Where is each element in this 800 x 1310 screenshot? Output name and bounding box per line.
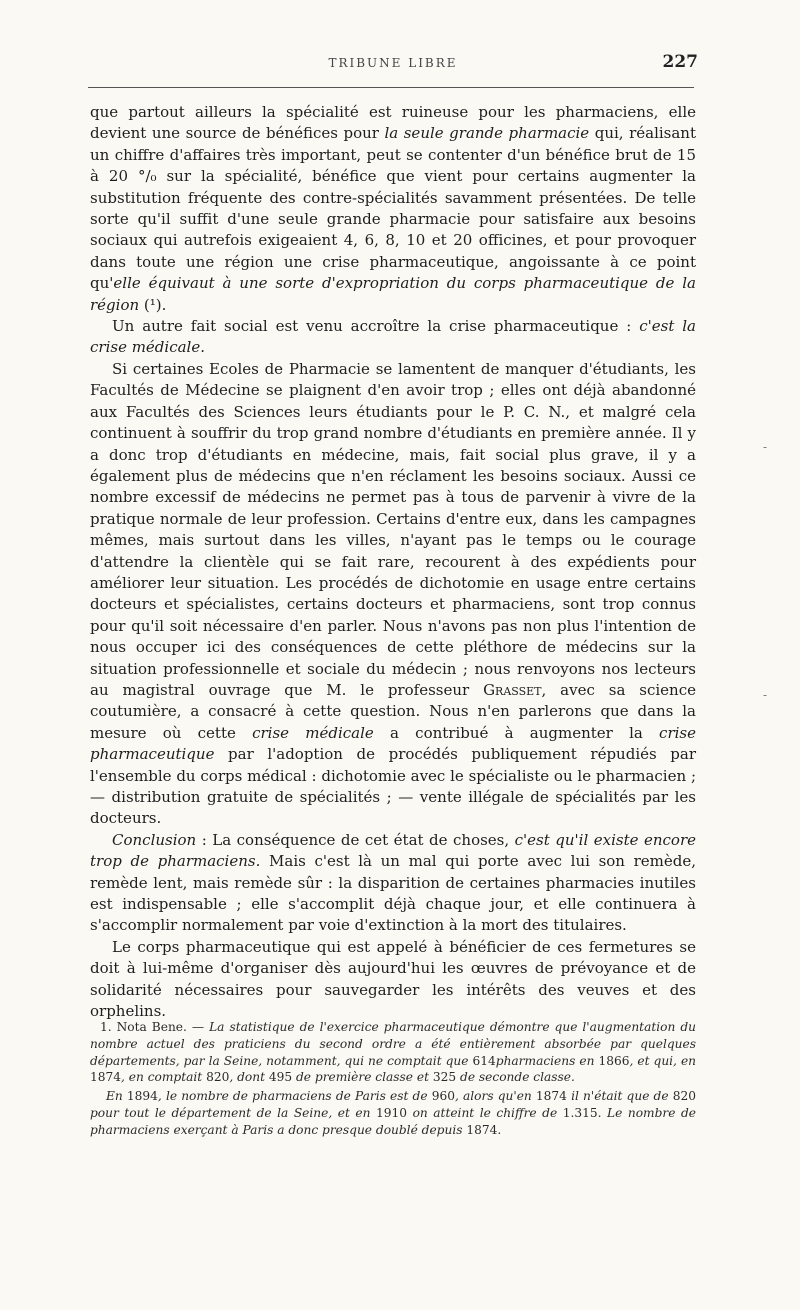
text-run: Si certaines Ecoles de Pharmacie se lamentent de manquer d'étudiants, les Facultés de Médecine se plaignent d'en avoir trop ; elles ont déjà abandonné aux Facultés des Sciences leurs étudiants pour le P. C. N., et malgré cela continuent à souffrir du trop grand nombre d'étudiants en première année. Il y a donc trop d'étudiants en médecine, mais, fait social plus grave, il y a également plus de médecins que n'en réclament les besoins sociaux. Aussi ce nombre excessif de médecins ne permet pas à tous de parvenir à vivre de la pratique normale de leur profession. Certains d'entre eux, dans les campagnes mêmes, mais surtout dans les villes, n'ayant pas le temps ou le courage d'attendre la clientèle qui se fait rare, recourent à des expédients pour améliorer leur situation. Les procédés de dichotomie en usage entre certains docteurs et spécialistes, certains docteurs et pharmaciens, sont trop connus pour qu'il soit nécessaire d'en parler. Nous n'avons pas non plus l'intention de nous occuper ici des conséquences de cette pléthore de médecins sur la situation professionnelle et sociale du médecin ; nous renvoyons nos lecteurs au magistral ouvrage que M. le professeur <box>90 359 696 699</box>
plain-run: 820 <box>206 1070 230 1085</box>
italic-run: . <box>497 1122 502 1137</box>
plain-run: 1. Nota Bene. — <box>100 1020 210 1034</box>
paragraph <box>90 102 696 316</box>
footnotes <box>90 1019 696 1141</box>
text-run: par l'adoption de procédés publiquement répudiés par l'ensemble du corps médical : dichotomie avec le spécialiste ou le pharmacien ; — distribution gratuite de spécialités ; — vente illégale de spécialités par les docteurs. <box>90 745 696 828</box>
plain-run: 1874 <box>90 1070 122 1085</box>
italic-run: Conclusion <box>112 830 197 849</box>
italic-run: de première classe et <box>292 1070 433 1085</box>
text-run: qui, réalisant un chiffre d'affaires très important, peut se contenter d'un bénéfice brut de 15 à 20 °/₀ sur la spécialité, bénéfice que vient pour certains augmenter la substitution fréquente des contre-spécialités savamment présentées. De telle sorte qu'il suffit d'une seule grande pharmacie pour satisfaire aux besoins sociaux qui autrefois exigeaient 4, 6, 8, 10 et 20 officines, et pour provoquer dans toute une région une crise pharmaceutique, angoissante à ce point qu' <box>90 124 696 293</box>
text-run: que partout ailleurs la spécialité est ruineuse pour les pharmaciens, elle devient une source de bénéfices pour <box>90 103 696 143</box>
plain-run: 1866 <box>598 1053 630 1068</box>
paragraph <box>90 937 696 1023</box>
running-title: TRIBUNE LIBRE <box>328 56 458 70</box>
italic-run: , et qui, en <box>629 1053 697 1068</box>
italic-run: pour tout le département de la Seine, et en <box>90 1105 376 1120</box>
plain-run: 960 <box>431 1089 455 1104</box>
page-header <box>88 52 698 82</box>
italic-run: de seconde classe. <box>456 1070 575 1085</box>
italic-run: elle équivaut à une sorte d'expropriation du corps pharmaceutique de la région <box>90 274 696 314</box>
italic-run: En <box>106 1089 127 1104</box>
plain-run: 1.315 <box>562 1105 598 1120</box>
paragraph <box>90 316 696 359</box>
margin-mark: - <box>763 440 768 454</box>
paragraph <box>90 359 696 830</box>
italic-run: pharmaciens en <box>495 1053 599 1068</box>
italic-run: la seule grande pharmacie <box>384 124 590 143</box>
plain-run: 820 <box>672 1089 696 1104</box>
text-run: : La conséquence de cet état de choses, <box>196 830 515 849</box>
plain-run: 1910 <box>376 1105 408 1120</box>
italic-run: c'est qu'il existe encore trop de pharmaciens. <box>90 830 697 871</box>
italic-run: . Le nombre de pharmaciens exerçant à Paris a donc presque doublé depuis <box>90 1105 696 1137</box>
body-text <box>90 102 696 1022</box>
plain-run: 614 <box>472 1053 496 1068</box>
plain-run: 1874 <box>535 1089 567 1104</box>
text-run: Un autre fait social est venu accroître la crise pharmaceutique : <box>112 317 640 336</box>
text-run: Mais c'est là un mal qui porte avec lui son remède, remède lent, mais remède sûr : la disparition de certaines pharmacies inutiles est indispensable ; elle s'accomplit déjà chaque jour, et elle continuera à s'accomplir normalement par voie d'extinction à la mort des titulaires. <box>90 852 697 935</box>
plain-run: 325 <box>432 1070 457 1085</box>
plain-run: 1894 <box>126 1089 158 1104</box>
footnote <box>90 1088 696 1138</box>
page-number: 227 <box>662 52 698 72</box>
italic-run: , alors qu'en <box>454 1089 536 1104</box>
italic-run: c'est la crise médicale. <box>90 317 696 357</box>
italic-run: crise pharmaceutique <box>90 723 696 764</box>
italic-run: on atteint le chiffre de <box>407 1105 563 1120</box>
italic-run: crise médicale <box>252 723 374 742</box>
text-run: a contribué à augmenter la <box>373 723 660 742</box>
text-run: , avec sa science coutumière, a consacré à cette question. Nous n'en parlerons que dans la mesure où cette <box>90 680 696 742</box>
text-run: Le corps pharmaceutique qui est appelé à bénéficier de ces fermetures se doit à lui-même d'organiser dès aujourd'hui les œuvres de prévoyance et de solidarité nécessaires pour sauvegarder les intérêts des veuves et des orphelins. <box>90 937 696 1021</box>
paragraph <box>90 830 696 937</box>
italic-run: , le nombre de pharmaciens de Paris est de <box>157 1089 432 1104</box>
header-rule <box>88 87 694 88</box>
author-name: Grasset <box>483 680 542 699</box>
margin-mark: - <box>763 688 768 702</box>
italic-run: il n'était que de <box>566 1089 673 1104</box>
plain-run: 1874 <box>466 1122 498 1137</box>
italic-run: , en comptait <box>121 1070 207 1085</box>
text-run: (¹). <box>139 295 167 314</box>
plain-run: 495 <box>268 1070 293 1085</box>
italic-run: , dont <box>229 1070 269 1085</box>
footnote <box>90 1019 696 1086</box>
italic-run: La statistique de l'exercice pharmaceutique démontre que l'augmentation du nombre actuel des praticiens du second ordre a été entièrement absorbée par quelques départements, par la Seine, notamment, qui ne comptait que <box>90 1020 696 1068</box>
